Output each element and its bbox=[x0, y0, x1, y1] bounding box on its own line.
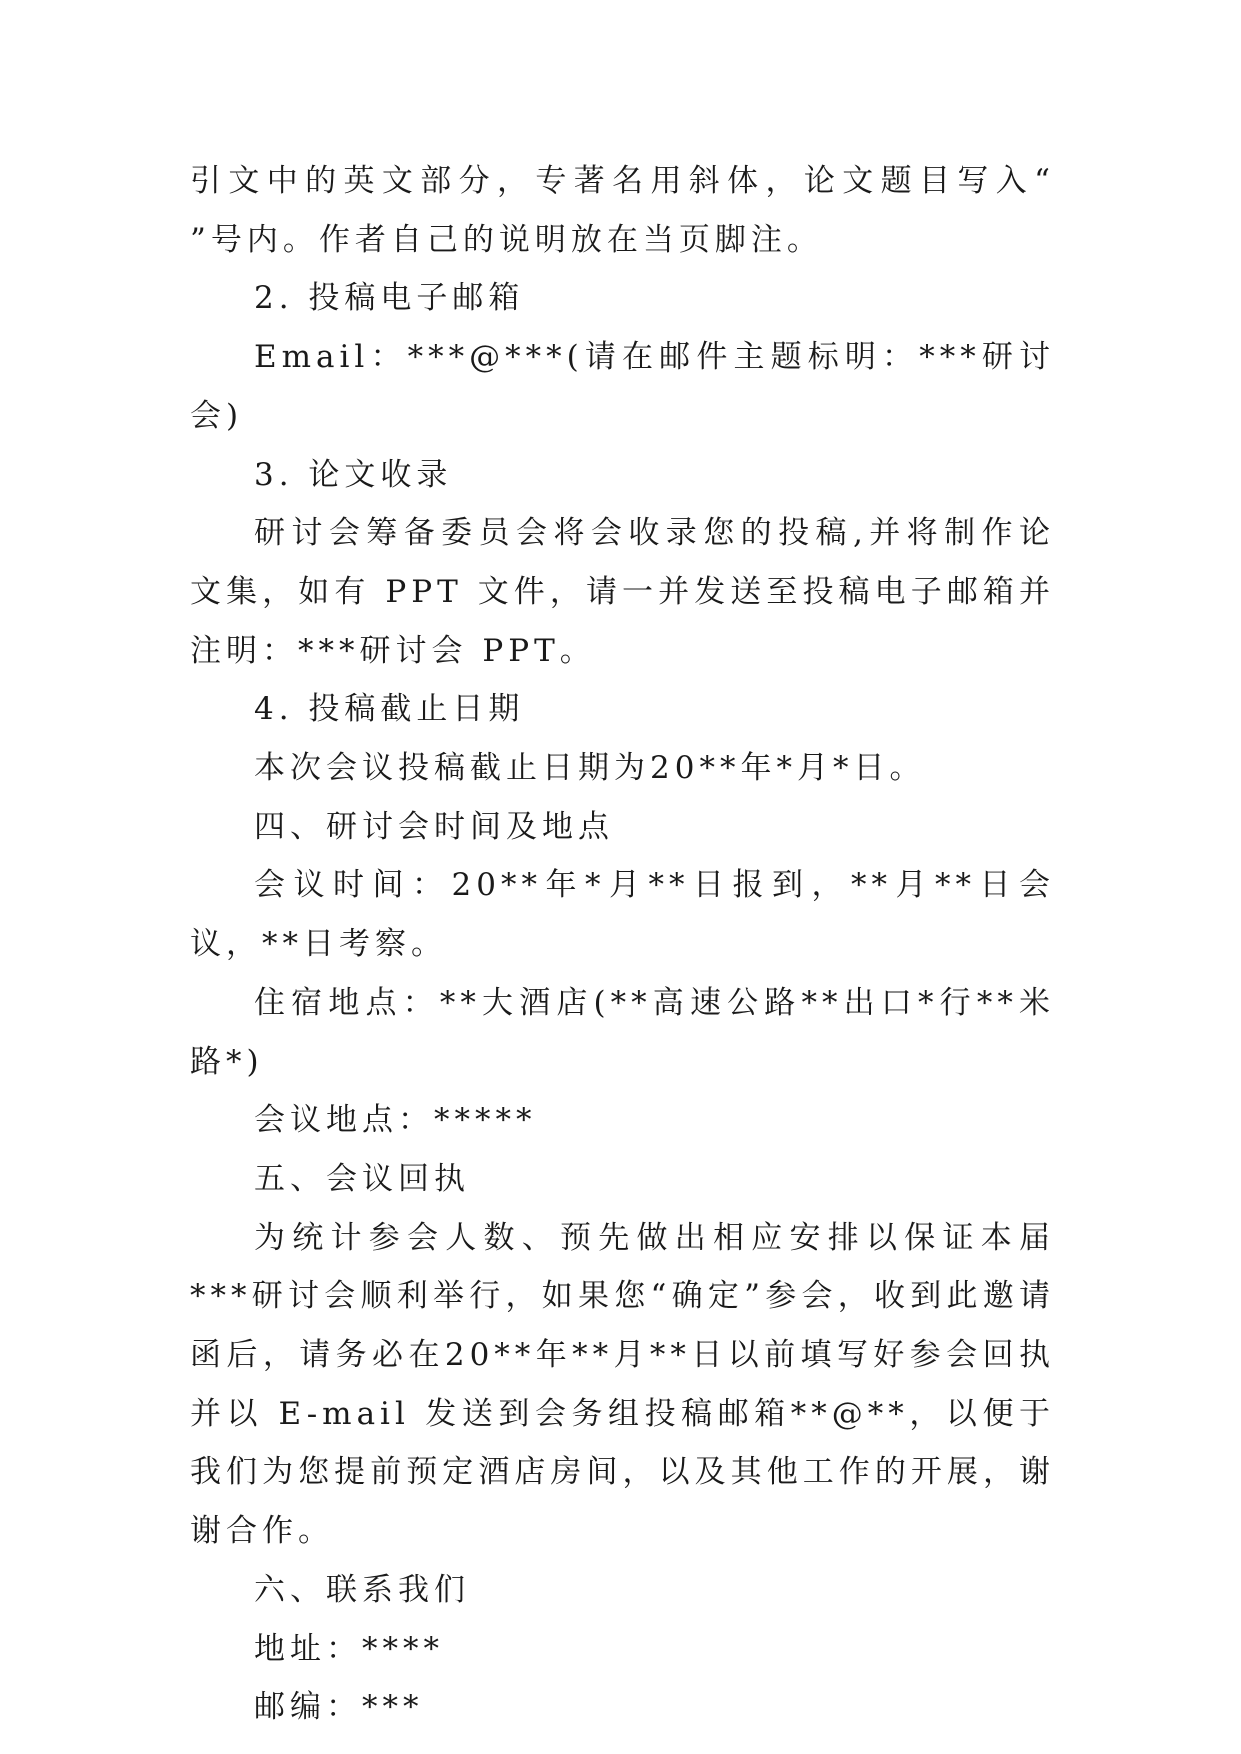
heading-meeting-receipt: 五、会议回执 bbox=[254, 1160, 470, 1197]
paragraph-deadline-date: 本次会议投稿截止日期为20**年*月*日。 bbox=[254, 750, 926, 787]
paragraph-email-address: Email：***@***(请在邮件主题标明：***研讨会) bbox=[190, 339, 1055, 434]
heading-paper-inclusion: 3. 论文收录 bbox=[254, 456, 453, 493]
paragraph-receipt-instructions: 为统计参会人数、预先做出相应安排以保证本届***研讨会顺利举行，如果您“确定”参会，收到此邀请函后，请务必在20**年**月**日以前填写好参会回执并以 E-mail 发送到会务组投稿邮箱**@**，以便于我们为您提前预定酒店房间，以及其他工作的开展，谢谢合作。 bbox=[190, 1219, 1055, 1550]
paragraph-citation-rules: 引文中的英文部分，专著名用斜体，论文题目写入“ ”号内。作者自己的说明放在当页脚注。 bbox=[190, 163, 1055, 258]
paragraph-postcode: 邮编：*** bbox=[254, 1689, 424, 1726]
paragraph-address: 地址：**** bbox=[254, 1630, 444, 1667]
paragraph-meeting-time: 会议时间：20**年*月**日报到，**月**日会议，**日考察。 bbox=[190, 867, 1055, 963]
heading-time-and-place: 四、研讨会时间及地点 bbox=[254, 808, 614, 845]
heading-submission-deadline: 4. 投稿截止日期 bbox=[254, 691, 525, 728]
paragraph-paper-inclusion: 研讨会筹备委员会将会收录您的投稿,并将制作论文集，如有 PPT 文件，请一并发送至投稿电子邮箱并注明：***研讨会 PPT。 bbox=[190, 515, 1055, 669]
document-page bbox=[190, 152, 1055, 1737]
paragraph-meeting-venue: 会议地点：***** bbox=[254, 1102, 537, 1139]
paragraph-accommodation: 住宿地点：**大酒店(**高速公路**出口*行**米路*) bbox=[190, 984, 1055, 1080]
heading-submission-email: 2. 投稿电子邮箱 bbox=[254, 280, 525, 317]
heading-contact-us: 六、联系我们 bbox=[254, 1571, 470, 1608]
